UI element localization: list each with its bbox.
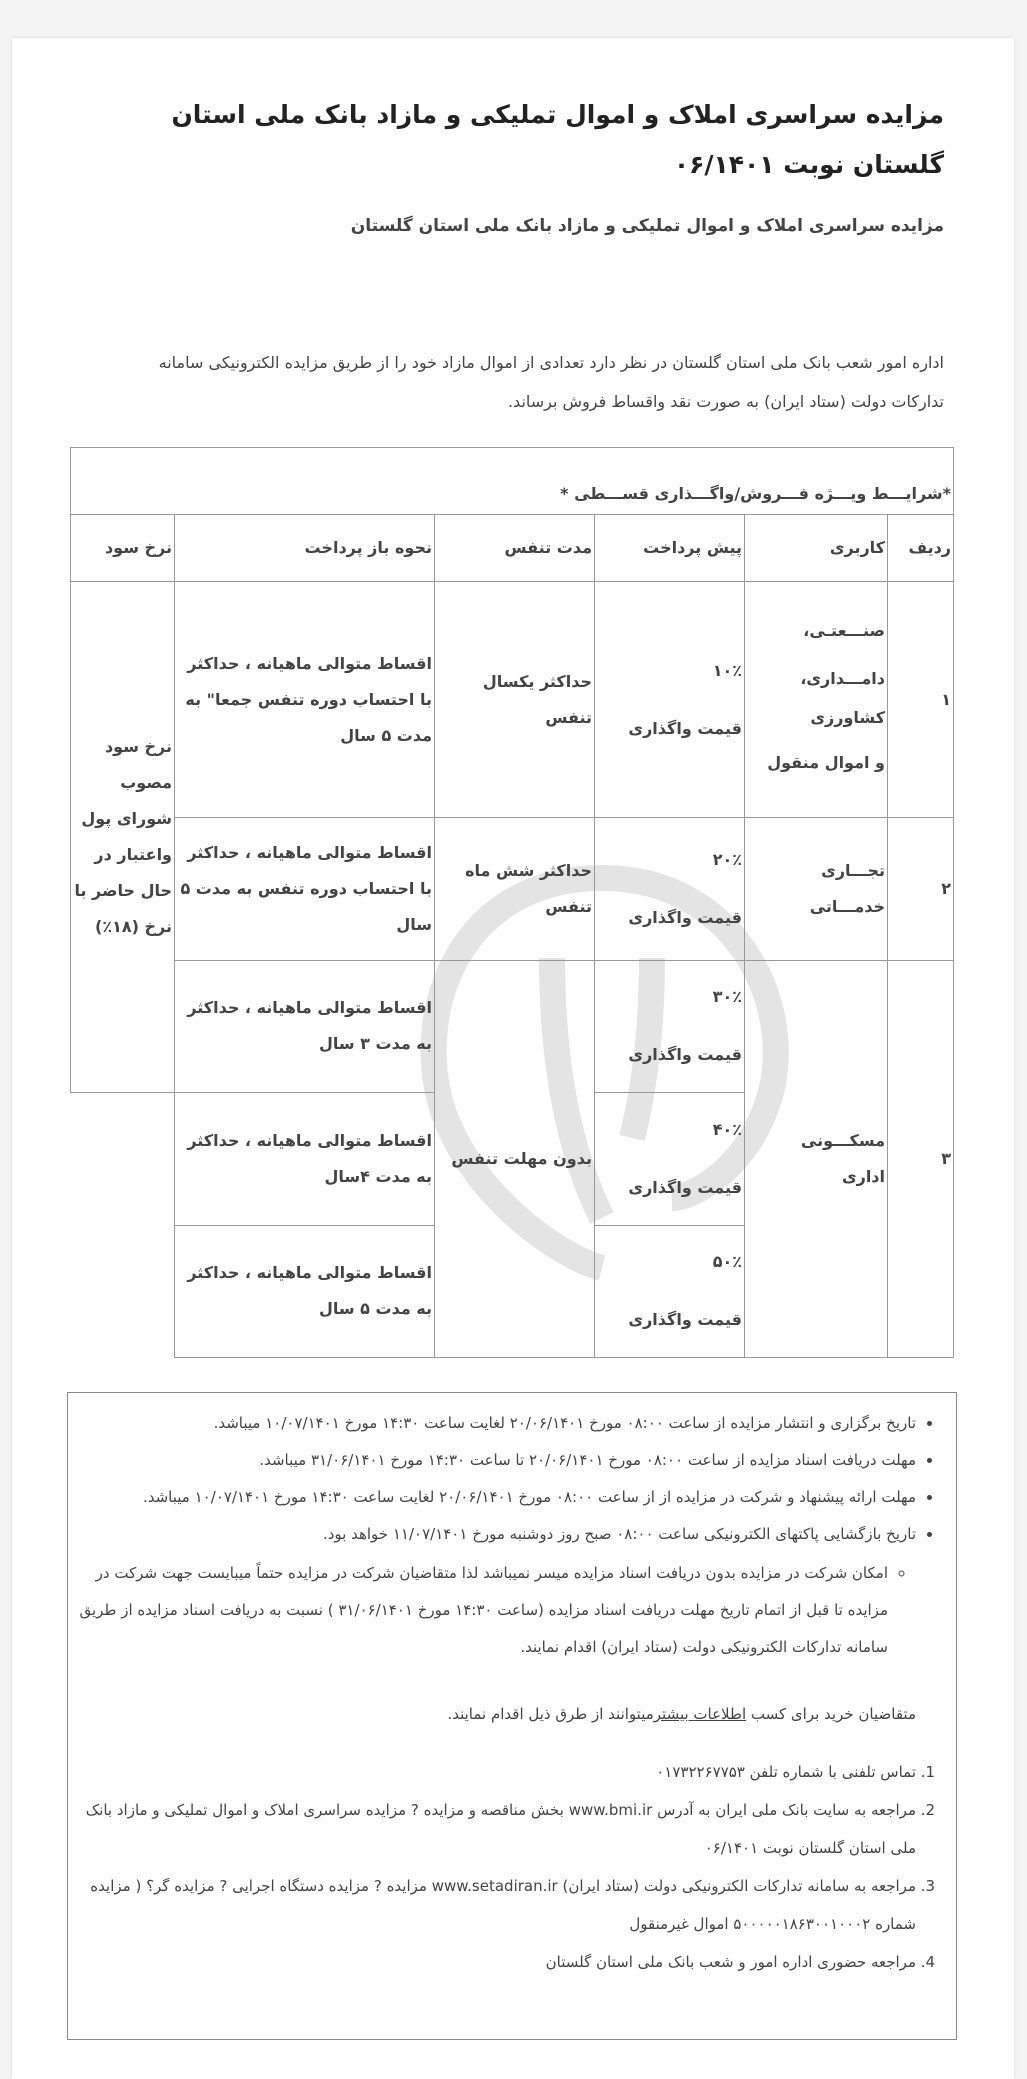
usage-line: و اموال منقول: [767, 752, 885, 772]
intro-paragraph: اداره امور شعب بانک ملی استان گلستان در نظر دارد تعدادی از اموال مازاد خود را از طریق مزایده الکترونیکی سامانه تدارکات دولت (ستاد ایران) به صورت نقد واقساط فروش برساند.: [158, 353, 944, 411]
prepay-label: قیمت واگذاری: [628, 1177, 742, 1197]
list-item: 1. تماس تلفنی با شماره تلفن ۰۱۷۳۲۲۶۷۷۵۳: [78, 1753, 916, 1791]
page-subtitle: مزایده سراسری املاک و اموال تملیکی و مازاد بانک ملی استان گلستان: [350, 216, 944, 236]
auction-info-box: [67, 1392, 957, 2040]
usage-line: مسکـــونی: [800, 1130, 885, 1150]
list-item: 4. مراجعه حضوری اداره امور و شعب بانک ملی استان گلستان: [78, 1943, 916, 1981]
list-item: • مهلت دریافت اسناد مزایده از ساعت ۰۸:۰۰ مورخ ۲۰/۰۶/۱۴۰۱ تا ساعت ۱۴:۳۰ مورخ ۳۱/۰۶/۱۴۰۱ میباشد.: [78, 1442, 916, 1479]
page-title: مزایده سراسری املاک و اموال تملیکی و مازاد بانک ملی استان گلستان نوبت ۰۶/۱۴۰۱: [171, 100, 944, 179]
usage-line: خدمـــاتی: [809, 896, 885, 916]
prepay-label: قیمت واگذاری: [628, 907, 742, 927]
schedule-list: [78, 1405, 938, 1666]
prepay-cell: [595, 960, 745, 1092]
prepay-percent: ۳۰٪: [712, 987, 742, 1007]
sub-list: [78, 1555, 916, 1666]
table-row: [70, 960, 953, 1092]
row-number: ۲: [888, 818, 954, 960]
prepay-label: قیمت واگذاری: [628, 1045, 742, 1065]
prepay-label: قیمت واگذاری: [628, 718, 742, 738]
prepay-cell: [595, 818, 745, 960]
grace-cell: حداکثر یکسال تنفس: [435, 582, 595, 818]
list-item: 2. مراجعه به سایت بانک ملی ایران به آدرس www.bmi.ir بخش مناقصه و مزایده ? مزایده سراسری املاک و اموال تملیکی و مازاد بانک ملی استان گلستان نوبت ۰۶/۱۴۰۱: [78, 1791, 916, 1867]
prepay-percent: ۴۰٪: [712, 1119, 742, 1139]
prepay-cell: [595, 582, 745, 818]
list-item: 3. مراجعه به سامانه تدارکات الکترونیکی دولت (ستاد ایران) www.setadiran.ir مزایده ? مزایده دستگاه اجرایی ? مزایده گر؟ ( مزایده شماره ۵۰۰۰۰۰۱۸۶۳۰۰۱۰۰۰۲ اموال غیرمنقول: [78, 1867, 916, 1943]
header-interest-rate: نرخ سود: [70, 515, 174, 582]
table-row: [70, 818, 953, 960]
prepay-percent: ۱۰٪: [712, 660, 742, 680]
row-number: ۱: [888, 582, 954, 818]
prepay-label: قیمت واگذاری: [628, 1310, 742, 1330]
header-usage: کاربری: [745, 515, 888, 582]
usage-cell: [745, 960, 888, 1357]
usage-line: تجـــاری: [821, 860, 885, 880]
header-prepayment: پیش پرداخت: [595, 515, 745, 582]
table-caption: *شرایـــط ویـــژه فـــروش/واگـــذاری قســـطی *: [70, 448, 953, 515]
header-grace-period: مدت تنفس: [435, 515, 595, 582]
header-repayment: نحوه باز پرداخت: [175, 515, 435, 582]
interest-rate-cell: نرخ سود مصوب شورای پول واعتبار در حال حاضر با نرخ (۱۸٪): [70, 582, 174, 1093]
usage-line: صنـــعتـی،: [803, 620, 885, 640]
more-info-prefix: متقاضیان خرید برای کسب: [750, 1705, 916, 1723]
row-number: ۳: [888, 960, 954, 1357]
table-row: [70, 582, 953, 818]
sub-list-item: ◦ امکان شرکت در مزایده بدون دریافت اسناد مزایده میسر نمیباشد لذا متقاضیان شرکت در مزایده حتماً میبایست جهت شرکت در مزایده تا قبل از اتمام تاریخ مهلت دریافت اسناد مزایده (ساعت ۱۴:۳۰ مورخ ۳۱/۰۶/۱۴۰۱ ) نسبت به دریافت اسناد مزایده از طریق سامانه تدارکات الکترونیکی دولت (ستاد ایران) اقدام نمایند.: [78, 1555, 888, 1666]
repayment-cell: اقساط متوالی ماهیانه ، حداکثر به مدت ۳ سال: [175, 960, 435, 1092]
usage-line: دامـــداری،: [800, 668, 885, 688]
prepay-percent: ۵۰٪: [712, 1252, 742, 1272]
more-info-link[interactable]: اطلاعات بیشتر: [653, 1705, 747, 1723]
usage-line: اداری: [841, 1166, 885, 1186]
prepay-cell: [595, 1225, 745, 1357]
contact-methods-list: [78, 1753, 938, 1981]
usage-cell: [745, 818, 888, 960]
more-info-suffix: میتوانند از طرق ذیل اقدام نمایند.: [447, 1705, 654, 1723]
list-item: • مهلت ارائه پیشنهاد و شرکت در مزایده از از ساعت ۰۸:۰۰ مورخ ۲۰/۰۶/۱۴۰۱ لغایت ساعت ۱۴:۳۰ مورخ ۱۰/۰۷/۱۴۰۱ میباشد.: [78, 1479, 916, 1516]
list-item: • تاریخ برگزاری و انتشار مزایده از ساعت ۰۸:۰۰ مورخ ۲۰/۰۶/۱۴۰۱ لغایت ساعت ۱۴:۳۰ مورخ ۱۰/۰۷/۱۴۰۱ میباشد.: [78, 1405, 916, 1442]
repayment-cell: اقساط متوالی ماهیانه ، حداکثر به مدت ۴سال: [175, 1093, 435, 1225]
grace-cell: حداکثر شش ماه تنفس: [435, 818, 595, 960]
more-info-line: [78, 1696, 916, 1733]
list-item-text: تاریخ بازگشایی پاکتهای الکترونیکی ساعت ۰۸:۰۰ صبح روز دوشنبه مورخ ۱۱/۰۷/۱۴۰۱ خواهد بود.: [322, 1525, 916, 1543]
sale-conditions-table: [70, 447, 954, 1358]
list-item: [78, 1516, 916, 1666]
repayment-cell: اقساط متوالی ماهیانه ، حداکثر با احتساب دوره تنفس به مدت ۵ سال: [175, 818, 435, 960]
header-row-number: ردیف: [888, 515, 954, 582]
prepay-cell: [595, 1093, 745, 1225]
usage-cell: [745, 582, 888, 818]
repayment-cell: اقساط متوالی ماهیانه ، حداکثر به مدت ۵ سال: [175, 1225, 435, 1357]
prepay-percent: ۲۰٪: [712, 849, 742, 869]
usage-line: کشاورزی: [810, 707, 885, 727]
repayment-cell: اقساط متوالی ماهیانه ، حداکثر با احتساب دوره تنفس جمعا" به مدت ۵ سال: [175, 582, 435, 818]
grace-cell: بدون مهلت تنفس: [435, 960, 595, 1357]
